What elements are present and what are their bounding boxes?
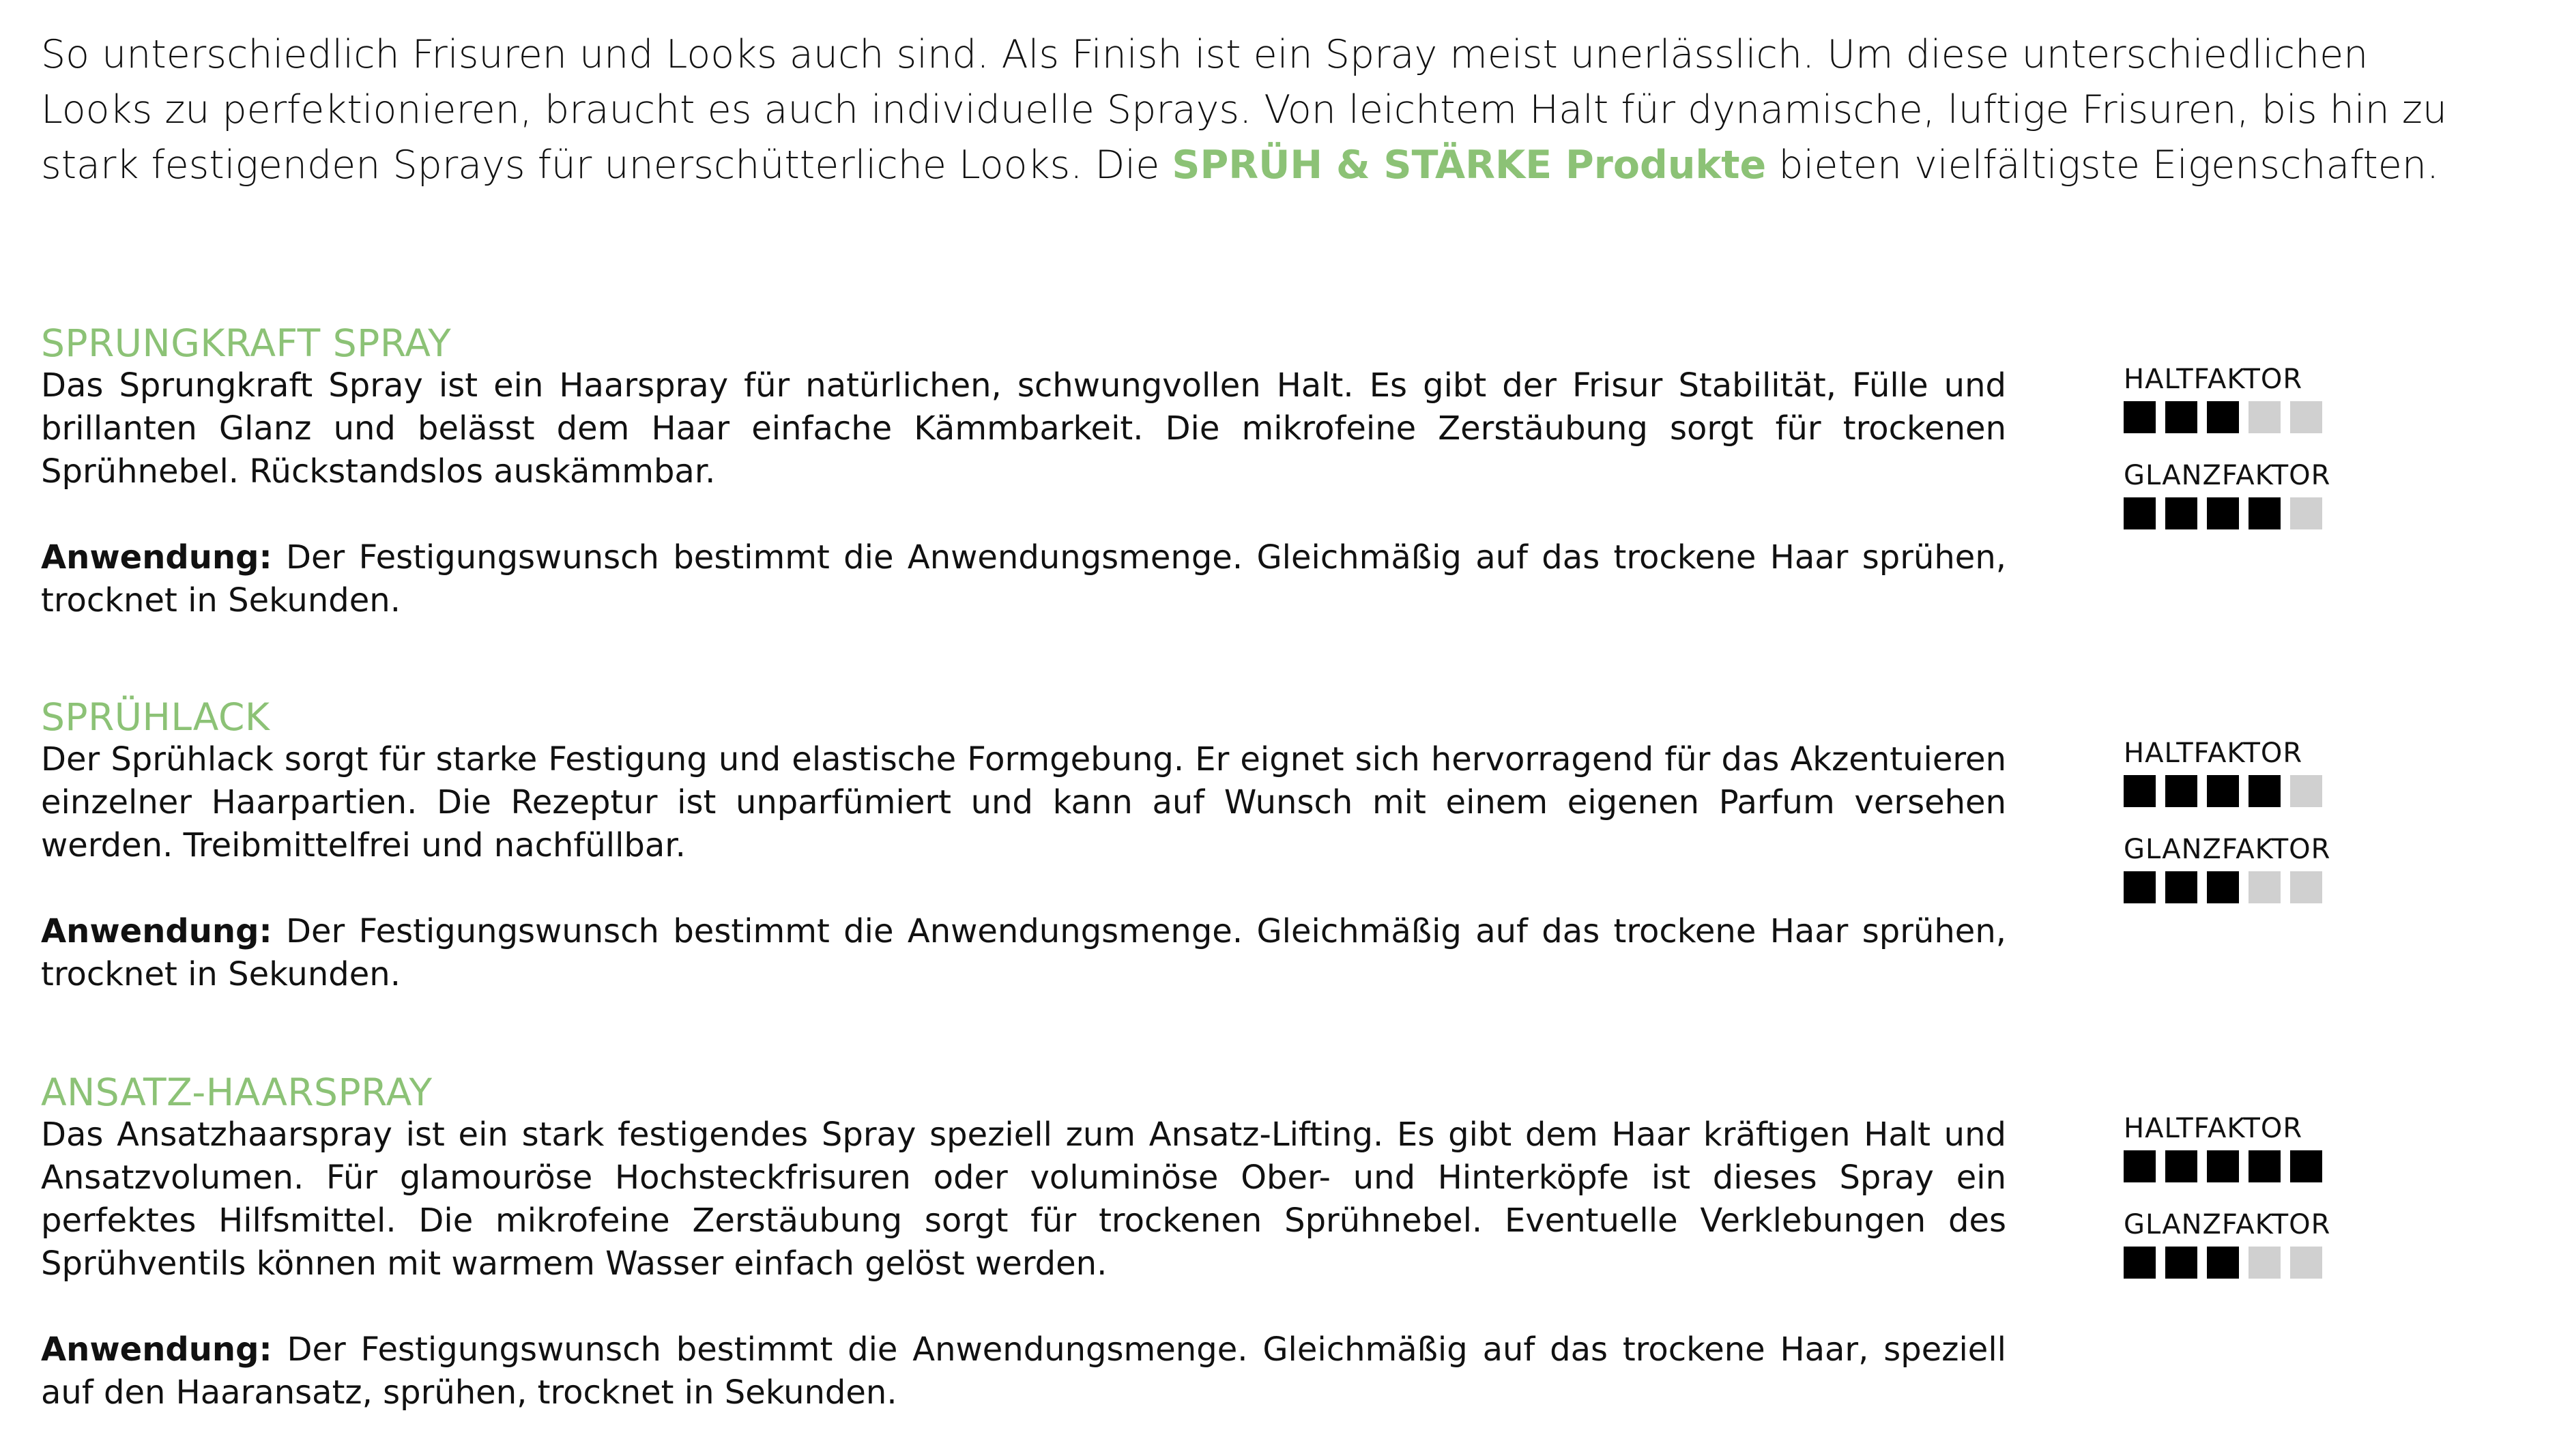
haltfaktor-label: HALTFAKTOR	[2124, 738, 2303, 769]
product-spruehlack	[41, 696, 2498, 996]
product-application	[41, 536, 2006, 622]
product-title: SPRÜHLACK	[41, 695, 270, 739]
rating-square-filled	[2165, 401, 2197, 433]
rating-square-filled	[2124, 871, 2156, 903]
glanzfaktor-rating	[2124, 1247, 2330, 1279]
rating-square-empty	[2290, 497, 2322, 529]
product-ansatz-haarspray	[41, 1071, 2498, 1414]
rating-square-filled	[2165, 497, 2197, 529]
rating-square-filled	[2249, 1150, 2281, 1182]
rating-square-filled	[2165, 775, 2197, 807]
rating-square-filled	[2249, 775, 2281, 807]
rating-square-filled	[2124, 775, 2156, 807]
product-description: Das Ansatzhaarspray ist ein stark festigendes Spray speziell zum Ansatz-Lifting. Es gibt dem Haar kräftigen Halt und Ansatzvolumen. Für glamouröse Hochsteckfrisuren oder voluminöse Ober- und Hinterköpfe ist dieses Spray ein perfektes Hilfsmittel. Die mikrofeine Zerstäubung sorgt für trockenen Sprühnebel. Eventuelle Verklebungen des Sprühventils können mit warmem Wasser einfach gelöst werden.	[41, 1116, 2006, 1283]
rating-square-filled	[2207, 871, 2239, 903]
product-application	[41, 1328, 2006, 1414]
application-text: Der Festigungswunsch bestimmt die Anwendungsmenge. Gleichmäßig auf das trockene Haar, speziell auf den Haaransatz, sprühen, trocknet in Sekunden.	[41, 1330, 2006, 1412]
product-application	[41, 910, 2006, 996]
product-ratings	[2124, 364, 2330, 529]
haltfaktor-rating	[2124, 401, 2330, 433]
application-text: Der Festigungswunsch bestimmt die Anwendungsmenge. Gleichmäßig auf das trockene Haar sprühen, trocknet in Sekunden.	[41, 538, 2006, 620]
glanzfaktor-rating	[2124, 497, 2330, 529]
glanzfaktor-rating	[2124, 871, 2330, 903]
rating-square-filled	[2290, 1150, 2322, 1182]
rating-square-empty	[2249, 401, 2281, 433]
application-label: Anwendung:	[41, 912, 272, 950]
rating-square-filled	[2124, 1150, 2156, 1182]
product-description: Der Sprühlack sorgt für starke Festigung und elastische Formgebung. Er eignet sich hervorragend für das Akzentuieren einzelner Haarpartien. Die Rezeptur ist unparfümiert und kann auf Wunsch mit einem eigenen Parfum versehen werden. Treibmittelfrei und nachfüllbar.	[41, 740, 2006, 864]
rating-square-filled	[2249, 497, 2281, 529]
haltfaktor-label: HALTFAKTOR	[2124, 1113, 2303, 1144]
intro-text-after: bieten vielfältigste Eigenschaften.	[1766, 143, 2440, 188]
intro-text-before: So unterschiedlich Frisuren und Looks auch sind. Als Finish ist ein Spray meist unerlässlich. Um diese unterschiedlichen Looks zu perfektionieren, braucht es auch individuelle Sprays. Von leichtem Halt für dynamische, luftige Frisuren, bis hin zu stark festigenden Sprays für unerschütterliche Looks. Die	[41, 32, 2447, 188]
rating-square-empty	[2290, 775, 2322, 807]
application-label: Anwendung:	[41, 1330, 272, 1369]
rating-square-empty	[2249, 871, 2281, 903]
haltfaktor-rating	[2124, 1150, 2330, 1182]
product-description: Das Sprungkraft Spray ist ein Haarspray für natürlichen, schwungvollen Halt. Es gibt der Frisur Stabilität, Fülle und brillanten Glanz und belässt dem Haar einfache Kämmbarkeit. Die mikrofeine Zerstäubung sorgt für trockenen Sprühnebel. Rückstandslos auskämmbar.	[41, 366, 2006, 491]
haltfaktor-label: HALTFAKTOR	[2124, 364, 2303, 395]
glanzfaktor-label: GLANZFAKTOR	[2124, 460, 2331, 491]
rating-square-empty	[2290, 1247, 2322, 1279]
glanzfaktor-label: GLANZFAKTOR	[2124, 834, 2331, 865]
glanzfaktor-label: GLANZFAKTOR	[2124, 1209, 2331, 1240]
application-label: Anwendung:	[41, 538, 272, 577]
rating-square-filled	[2165, 1150, 2197, 1182]
rating-square-filled	[2207, 497, 2239, 529]
intro-paragraph	[41, 27, 2470, 193]
rating-square-empty	[2290, 871, 2322, 903]
product-title: ANSATZ-HAARSPRAY	[41, 1071, 433, 1114]
product-ratings	[2124, 1113, 2330, 1279]
rating-square-filled	[2165, 1247, 2197, 1279]
intro-highlight: SPRÜH & STÄRKE Produkte	[1172, 143, 1767, 188]
rating-square-filled	[2124, 1247, 2156, 1279]
product-title: SPRUNGKRAFT SPRAY	[41, 321, 452, 365]
rating-square-filled	[2124, 497, 2156, 529]
rating-square-filled	[2207, 1247, 2239, 1279]
product-ratings	[2124, 738, 2330, 903]
haltfaktor-rating	[2124, 775, 2330, 807]
product-sprungkraft-spray	[41, 322, 2498, 622]
rating-square-empty	[2249, 1247, 2281, 1279]
rating-square-empty	[2290, 401, 2322, 433]
rating-square-filled	[2207, 1150, 2239, 1182]
rating-square-filled	[2124, 401, 2156, 433]
application-text: Der Festigungswunsch bestimmt die Anwendungsmenge. Gleichmäßig auf das trockene Haar sprühen, trocknet in Sekunden.	[41, 912, 2006, 993]
rating-square-filled	[2207, 775, 2239, 807]
rating-square-filled	[2207, 401, 2239, 433]
rating-square-filled	[2165, 871, 2197, 903]
